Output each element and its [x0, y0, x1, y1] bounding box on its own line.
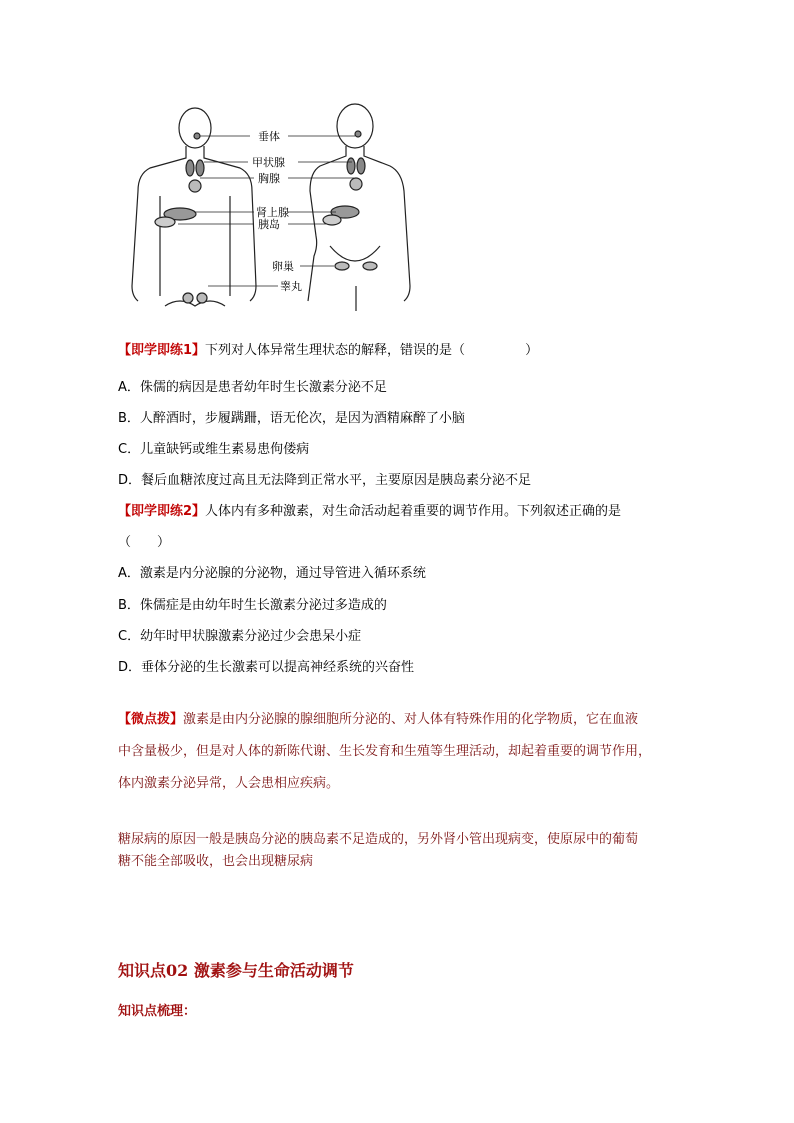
q1-option-d: D．餐后血糖浓度过高且无法降到正常水平，主要原因是胰岛素分泌不足 — [118, 473, 532, 488]
label-pituitary: 垂体 — [258, 130, 280, 143]
q2-tag: 【即学即练2】 — [118, 504, 206, 519]
q2-option-a: A．激素是内分泌腺的分泌物，通过导管进入循环系统 — [118, 566, 426, 581]
tip-tag: 【微点拨】 — [118, 712, 184, 727]
q1-option-c: C．儿童缺钙或维生素易患佝偻病 — [118, 442, 310, 457]
q1-stem — [118, 339, 538, 358]
section-subtitle: 知识点梳理： — [118, 1004, 197, 1019]
q2-option-c: C．幼年时甲状腺激素分泌过少会患呆小症 — [118, 629, 362, 644]
section-title: 知识点02 激素参与生命活动调节 — [118, 961, 354, 980]
q2-stem — [118, 500, 621, 519]
q2-option-b: B．侏儒症是由幼年时生长激素分泌过多造成的 — [118, 598, 387, 613]
note-line-2: 糖不能全部吸收，也会出现糖尿病 — [118, 854, 314, 869]
endocrine-glands-figure — [120, 96, 420, 316]
q2-stem-text: 人体内有多种激素，对生命活动起着重要的调节作用。下列叙述正确的是 — [205, 504, 622, 519]
label-thyroid: 甲状腺 — [252, 156, 285, 169]
note-line-1: 糖尿病的原因一般是胰岛分泌的胰岛素不足造成的，另外肾小管出现病变，使原尿中的葡萄 — [118, 832, 639, 847]
label-testis: 睾丸 — [280, 280, 302, 293]
label-ovary: 卵巢 — [272, 260, 294, 273]
q2-paren: （ ） — [118, 535, 171, 550]
label-pancreatic-islets: 胰岛 — [258, 218, 280, 231]
label-thymus: 胸腺 — [258, 172, 280, 185]
label-adrenal: 肾上腺 — [256, 206, 289, 219]
q1-tag: 【即学即练1】 — [118, 343, 206, 358]
tip-line-3: 体内激素分泌异常，人会患相应疾病。 — [118, 776, 340, 791]
q1-option-a: A．侏儒的病因是患者幼年时生长激素分泌不足 — [118, 380, 387, 395]
tip-line-2: 中含量极少，但是对人体的新陈代谢、生长发育和生殖等生理活动，却起着重要的调节作用， — [118, 744, 652, 759]
q2-option-d: D．垂体分泌的生长激素可以提高神经系统的兴奋性 — [118, 660, 415, 675]
tip-line-1: 【微点拨】激素是由内分泌腺的腺细胞所分泌的、对人体有特殊作用的化学物质，它在血液 — [118, 712, 639, 727]
q1-option-b: B．人醉酒时，步履蹒跚，语无伦次，是因为酒精麻醉了小脑 — [118, 411, 465, 426]
q1-close: ） — [525, 343, 539, 358]
q1-stem-text: 下列对人体异常生理状态的解释，错误的是（ — [205, 343, 466, 358]
